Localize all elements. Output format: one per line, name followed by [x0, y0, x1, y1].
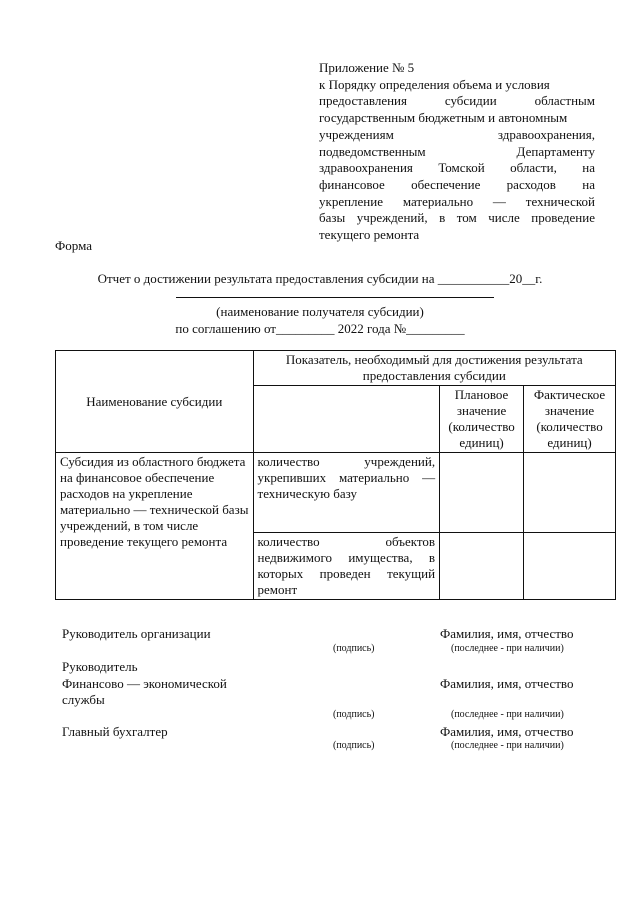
- report-table: [55, 350, 616, 600]
- accountant-title: Главный бухгалтер: [62, 724, 168, 739]
- annex-line: финансовое обеспечение расходов на: [319, 176, 595, 192]
- annex-line: базы учреждений, в том числе проведение: [319, 210, 595, 226]
- finance-title-line-3: службы: [62, 692, 105, 707]
- finance-name-label: Фамилия, имя, отчество: [440, 676, 574, 691]
- subsidy-name-cell: Субсидия из областного бюджета на финансовое обеспечение расходов на укрепление материально — технической базы учреждений, в том числе проведение текущего ремонта: [56, 453, 254, 600]
- annex-line: текущего ремонта: [319, 227, 420, 243]
- accountant-patronymic-caption: (последнее - при наличии): [451, 740, 564, 751]
- finance-title-line-2: Финансово — экономической: [62, 676, 227, 691]
- recipient-caption: (наименование получателя субсидии): [216, 304, 424, 319]
- finance-title-line-1: Руководитель: [62, 659, 138, 674]
- header-indicator: Показатель, необходимый для достижения результата предоставления субсидии: [253, 351, 615, 386]
- header-indicator-empty: [253, 386, 440, 453]
- recipient-name-line: [176, 297, 494, 298]
- annex-line: подведомственным Департаменту: [319, 143, 595, 159]
- annex-line: государственным бюджетным и автономным: [319, 110, 568, 126]
- indicator-cell: количество объектов недвижимого имущества, в которых проведен текущий ремонт: [253, 533, 440, 600]
- head-name-label: Фамилия, имя, отчество: [440, 626, 574, 641]
- actual-value-cell[interactable]: [524, 453, 616, 533]
- head-title: Руководитель организации: [62, 626, 211, 641]
- report-title: Отчет о достижении результата предоставления субсидии на ___________20__г.: [97, 271, 543, 286]
- head-patronymic-caption: (последнее - при наличии): [451, 643, 564, 654]
- actual-value-cell[interactable]: [524, 533, 616, 600]
- finance-patronymic-caption: (последнее - при наличии): [451, 709, 564, 720]
- form-label: Форма: [55, 238, 92, 253]
- planned-value-cell[interactable]: [440, 453, 524, 533]
- header-planned: Плановое значение (количество единиц): [440, 386, 524, 453]
- annex-line: учреждениям здравоохранения,: [319, 126, 595, 142]
- agreement-line: по соглашению от_________ 2022 года №_________: [175, 321, 465, 336]
- planned-value-cell[interactable]: [440, 533, 524, 600]
- table-row: [56, 453, 616, 533]
- head-signature-caption: (подпись): [333, 643, 375, 654]
- annex-line: предоставления субсидии областным: [319, 93, 595, 109]
- header-subsidy-name: Наименование субсидии: [56, 351, 254, 453]
- accountant-name-label: Фамилия, имя, отчество: [440, 724, 574, 739]
- annex-header: [319, 60, 595, 244]
- annex-line: укрепление материально — технической: [319, 193, 595, 209]
- indicator-cell: количество учреждений, укрепивших материально — техническую базу: [253, 453, 440, 533]
- annex-line: к Порядку определения объема и условия: [319, 76, 550, 92]
- annex-line: Приложение № 5: [319, 60, 415, 75]
- annex-line: здравоохранения Томской области, на: [319, 160, 595, 176]
- finance-signature-caption: (подпись): [333, 709, 375, 720]
- accountant-signature-caption: (подпись): [333, 740, 375, 751]
- header-actual: Фактическое значение (количество единиц): [524, 386, 616, 453]
